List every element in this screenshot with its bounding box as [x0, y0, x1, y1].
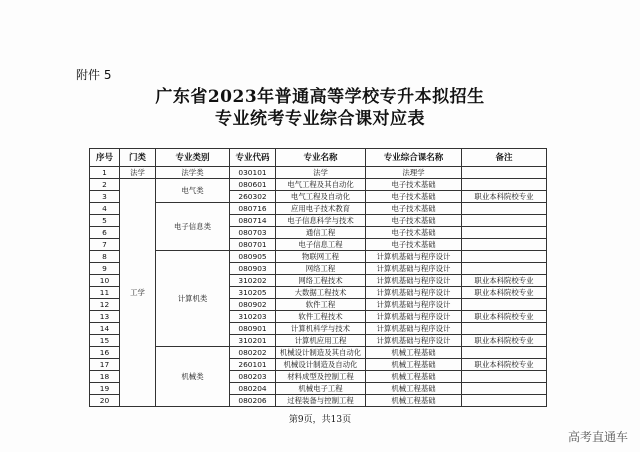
- table-row: [90, 203, 547, 215]
- row-course: 计算机基础与程序设计: [366, 299, 462, 311]
- row-no: 3: [90, 191, 120, 203]
- row-code: 080901: [230, 323, 276, 335]
- header-course-name: 专业综合课名称: [366, 149, 462, 167]
- group-category-eng: 工学: [120, 179, 156, 407]
- row-course: 电子技术基础: [366, 179, 462, 191]
- row-name: 计算机科学与技术: [276, 323, 366, 335]
- row-note: 职业本科院校专业: [462, 335, 547, 347]
- row-no: 4: [90, 203, 120, 215]
- row-code: 310203: [230, 311, 276, 323]
- table-row: [90, 179, 547, 191]
- row-no: 10: [90, 275, 120, 287]
- row-course: 机械工程基础: [366, 347, 462, 359]
- group-type-computer: 计算机类: [156, 251, 230, 347]
- row-name: 网络工程技术: [276, 275, 366, 287]
- header-major-type: 专业类别: [156, 149, 230, 167]
- row-name: 过程装备与控制工程: [276, 395, 366, 407]
- row-name: 机械电子工程: [276, 383, 366, 395]
- document-title-line1: 广东省2023年普通高等学校专升本拟招生: [155, 87, 485, 107]
- row-note: 职业本科院校专业: [462, 191, 547, 203]
- row-no: 12: [90, 299, 120, 311]
- row-code: 310202: [230, 275, 276, 287]
- row-note: [462, 239, 547, 251]
- row-note: [462, 263, 547, 275]
- row-no: 7: [90, 239, 120, 251]
- row-course: 机械工程基础: [366, 383, 462, 395]
- row-no: 19: [90, 383, 120, 395]
- row-code: 080701: [230, 239, 276, 251]
- row-course: 机械工程基础: [366, 395, 462, 407]
- header-major-code: 专业代码: [230, 149, 276, 167]
- row-code: 080903: [230, 263, 276, 275]
- header-category: 门类: [120, 149, 156, 167]
- row-code: 260302: [230, 191, 276, 203]
- row-name: 通信工程: [276, 227, 366, 239]
- major-course-table: [89, 148, 547, 407]
- row-no: 8: [90, 251, 120, 263]
- header-major-name: 专业名称: [276, 149, 366, 167]
- row-code: 310205: [230, 287, 276, 299]
- group-type-mechanical: 机械类: [156, 347, 230, 407]
- row-no: 20: [90, 395, 120, 407]
- row-name: 电气工程及其自动化: [276, 179, 366, 191]
- row-code: 080902: [230, 299, 276, 311]
- row-note: [462, 203, 547, 215]
- group-type-law: 法学类: [156, 167, 230, 179]
- row-course: 机械工程基础: [366, 371, 462, 383]
- row-course: 法理学: [366, 167, 462, 179]
- table-row: [90, 167, 547, 179]
- table-row: [90, 251, 547, 263]
- row-name: 电子信息科学与技术: [276, 215, 366, 227]
- row-note: [462, 167, 547, 179]
- row-name: 软件工程技术: [276, 311, 366, 323]
- row-course: 电子技术基础: [366, 227, 462, 239]
- row-code: 080703: [230, 227, 276, 239]
- row-no: 2: [90, 179, 120, 191]
- row-note: [462, 299, 547, 311]
- row-name: 法学: [276, 167, 366, 179]
- source-watermark: 高考直通车: [567, 430, 628, 444]
- row-note: [462, 383, 547, 395]
- row-note: 职业本科院校专业: [462, 311, 547, 323]
- row-no: 15: [90, 335, 120, 347]
- row-name: 机械设计制造及其自动化: [276, 347, 366, 359]
- page-number-footer: 第9页，共13页: [288, 415, 352, 425]
- row-note: [462, 371, 547, 383]
- row-course: 机械工程基础: [366, 359, 462, 371]
- row-note: 职业本科院校专业: [462, 287, 547, 299]
- row-code: 080206: [230, 395, 276, 407]
- row-no: 14: [90, 323, 120, 335]
- row-name: 电子信息工程: [276, 239, 366, 251]
- row-course: 计算机基础与程序设计: [366, 251, 462, 263]
- row-code: 080716: [230, 203, 276, 215]
- group-category-law: 法学: [120, 167, 156, 179]
- row-name: 应用电子技术教育: [276, 203, 366, 215]
- row-name: 计算机应用工程: [276, 335, 366, 347]
- row-code: 030101: [230, 167, 276, 179]
- group-type-electronic: 电子信息类: [156, 203, 230, 251]
- row-code: 080714: [230, 215, 276, 227]
- row-no: 11: [90, 287, 120, 299]
- row-name: 物联网工程: [276, 251, 366, 263]
- row-note: [462, 323, 547, 335]
- row-course: 电子技术基础: [366, 191, 462, 203]
- row-name: 大数据工程技术: [276, 287, 366, 299]
- row-note: [462, 395, 547, 407]
- header-note: 备注: [462, 149, 547, 167]
- row-code: 080202: [230, 347, 276, 359]
- row-no: 18: [90, 371, 120, 383]
- row-note: [462, 347, 547, 359]
- document-title-line2: 专业统考专业综合课对应表: [215, 109, 425, 129]
- row-note: [462, 215, 547, 227]
- row-course: 电子技术基础: [366, 203, 462, 215]
- row-code: 260101: [230, 359, 276, 371]
- header-no: 序号: [90, 149, 120, 167]
- row-name: 软件工程: [276, 299, 366, 311]
- row-note: 职业本科院校专业: [462, 275, 547, 287]
- row-code: 080601: [230, 179, 276, 191]
- row-note: 职业本科院校专业: [462, 359, 547, 371]
- row-course: 计算机基础与程序设计: [366, 311, 462, 323]
- row-course: 电子技术基础: [366, 215, 462, 227]
- row-name: 材料成型及控制工程: [276, 371, 366, 383]
- row-no: 13: [90, 311, 120, 323]
- row-no: 5: [90, 215, 120, 227]
- row-course: 计算机基础与程序设计: [366, 275, 462, 287]
- table-header-row: [90, 149, 547, 167]
- attachment-label: 附件 5: [76, 68, 112, 82]
- row-no: 17: [90, 359, 120, 371]
- row-course: 计算机基础与程序设计: [366, 287, 462, 299]
- row-no: 1: [90, 167, 120, 179]
- row-note: [462, 227, 547, 239]
- row-code: 080203: [230, 371, 276, 383]
- row-name: 机械设计制造及自动化: [276, 359, 366, 371]
- row-course: 计算机基础与程序设计: [366, 263, 462, 275]
- row-code: 080204: [230, 383, 276, 395]
- row-note: [462, 179, 547, 191]
- row-no: 6: [90, 227, 120, 239]
- group-type-electrical: 电气类: [156, 179, 230, 203]
- row-code: 310201: [230, 335, 276, 347]
- row-name: 网络工程: [276, 263, 366, 275]
- row-no: 9: [90, 263, 120, 275]
- row-no: 16: [90, 347, 120, 359]
- row-note: [462, 251, 547, 263]
- row-name: 电气工程及自动化: [276, 191, 366, 203]
- row-course: 计算机基础与程序设计: [366, 335, 462, 347]
- row-code: 080905: [230, 251, 276, 263]
- row-course: 电子技术基础: [366, 239, 462, 251]
- row-course: 计算机基础与程序设计: [366, 323, 462, 335]
- table-row: [90, 347, 547, 359]
